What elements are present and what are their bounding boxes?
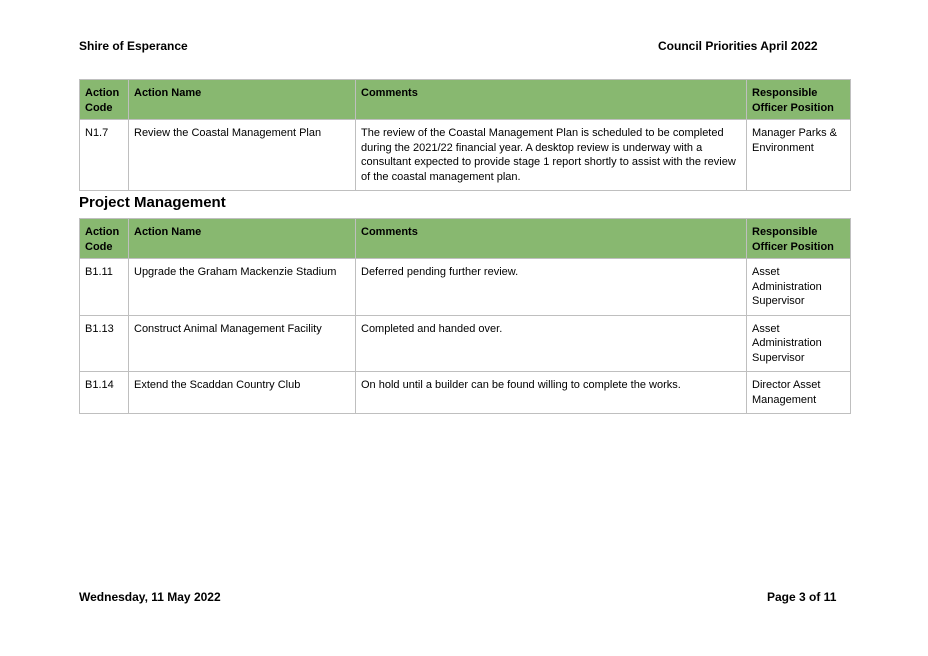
column-header-action-name: Action Name <box>129 219 356 259</box>
comments-cell: Deferred pending further review. <box>356 259 747 316</box>
footer-date: Wednesday, 11 May 2022 <box>79 590 221 604</box>
column-header-comments: Comments <box>356 80 747 120</box>
footer-page-number: Page 3 of 11 <box>767 590 837 604</box>
priorities-table-environment <box>79 79 851 191</box>
comments-cell: On hold until a builder can be found willing to complete the works. <box>356 372 747 414</box>
officer-cell: Asset Administration Supervisor <box>747 259 851 316</box>
table-row <box>80 120 851 191</box>
section-heading-project-management: Project Management <box>79 194 226 211</box>
officer-cell: Asset Administration Supervisor <box>747 315 851 372</box>
action-name-cell: Construct Animal Management Facility <box>129 315 356 372</box>
action-code-cell: B1.14 <box>80 372 129 414</box>
column-header-comments: Comments <box>356 219 747 259</box>
document-title: Council Priorities April 2022 <box>658 39 818 53</box>
action-code-cell: N1.7 <box>80 120 129 191</box>
officer-cell: Manager Parks & Environment <box>747 120 851 191</box>
column-header-action-name: Action Name <box>129 80 356 120</box>
action-name-cell: Upgrade the Graham Mackenzie Stadium <box>129 259 356 316</box>
officer-cell: Director Asset Management <box>747 372 851 414</box>
table-row <box>80 372 851 414</box>
organisation-name: Shire of Esperance <box>79 39 188 53</box>
action-code-cell: B1.13 <box>80 315 129 372</box>
column-header-officer: Responsible Officer Position <box>747 219 851 259</box>
comments-cell: Completed and handed over. <box>356 315 747 372</box>
comments-cell: The review of the Coastal Management Plan is scheduled to be completed during the 2021/22 financial year. A desktop review is underway with a consultant expected to provide stage 1 report shortly to assist with the review of the coastal management plan. <box>356 120 747 191</box>
table-row <box>80 315 851 372</box>
action-code-cell: B1.11 <box>80 259 129 316</box>
column-header-action-code: Action Code <box>80 80 129 120</box>
table-header-row <box>80 80 851 120</box>
action-name-cell: Review the Coastal Management Plan <box>129 120 356 191</box>
column-header-action-code: Action Code <box>80 219 129 259</box>
table-row <box>80 259 851 316</box>
priorities-table-project-management <box>79 218 851 414</box>
action-name-cell: Extend the Scaddan Country Club <box>129 372 356 414</box>
table-header-row <box>80 219 851 259</box>
column-header-officer: Responsible Officer Position <box>747 80 851 120</box>
